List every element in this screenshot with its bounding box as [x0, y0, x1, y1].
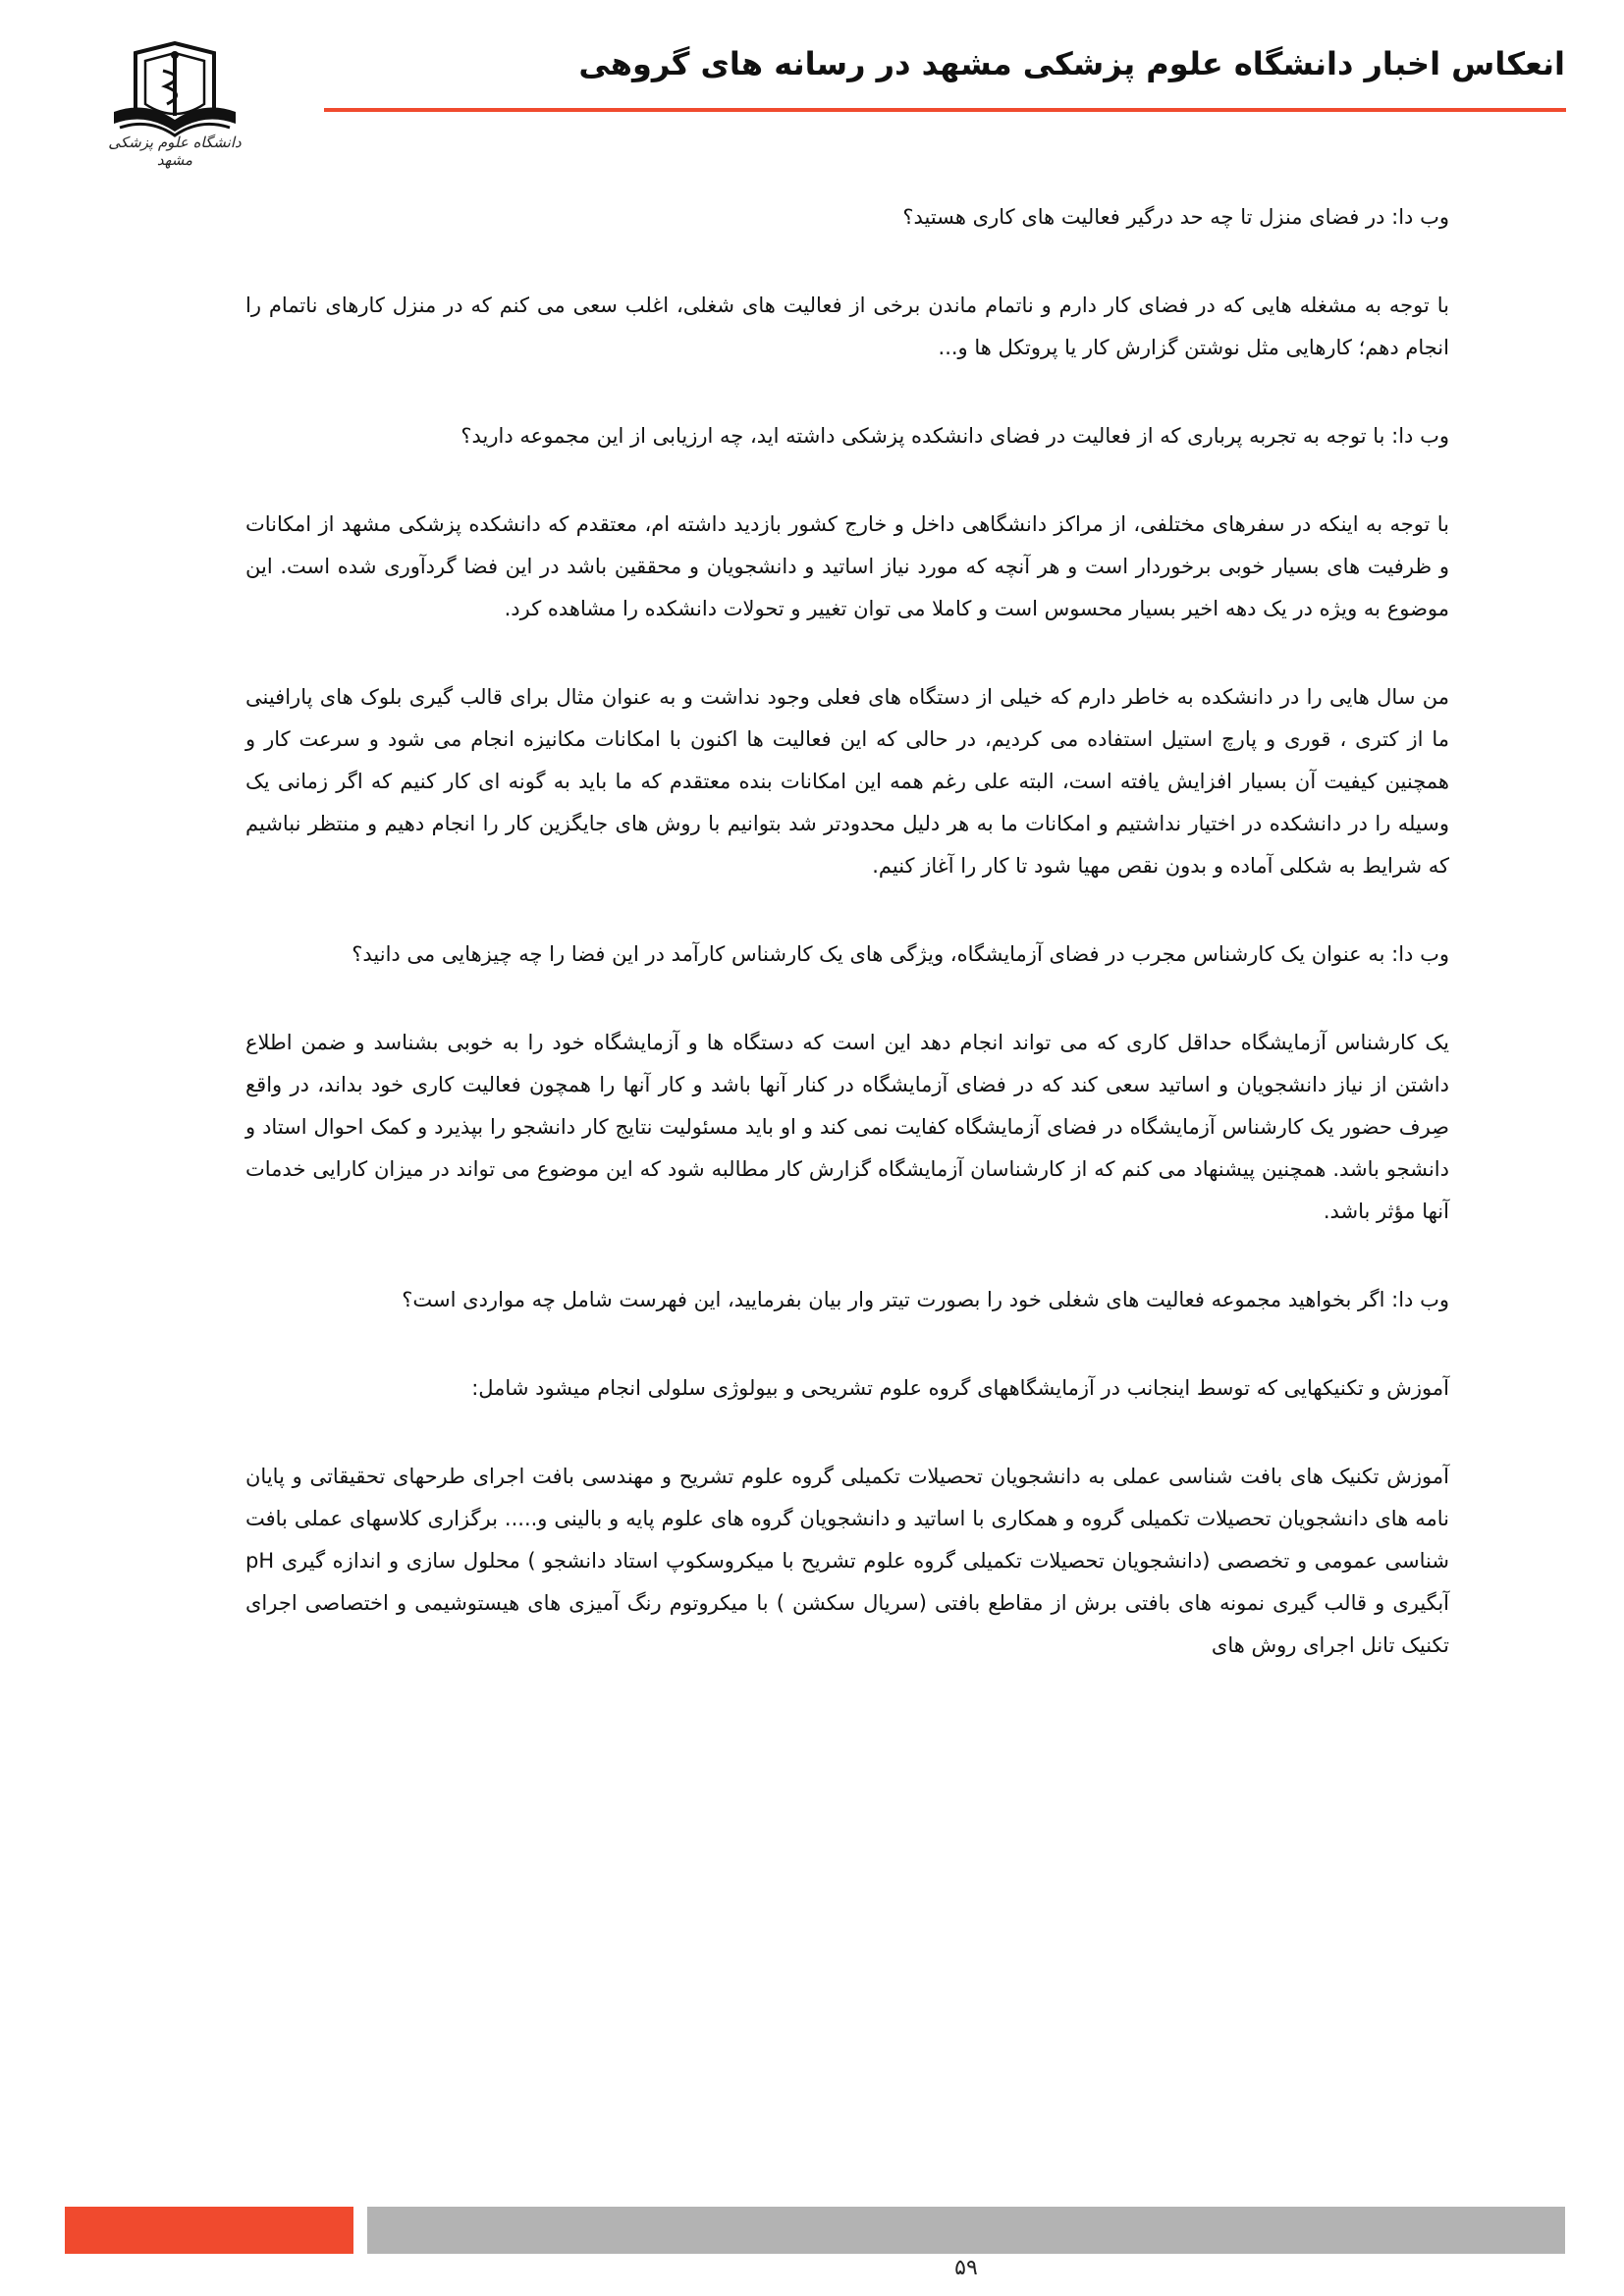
article-body	[245, 196, 1449, 1713]
interview-question: وب دا: اگر بخواهید مجموعه فعالیت های شغلی خود را بصورت تیتر وار بیان بفرمایید، این فهرست شامل چه مواردی است؟	[402, 1288, 1449, 1311]
page-number: ۵۹	[954, 2256, 978, 2280]
interview-answer: من سال هایی را در دانشکده به خاطر دارم که خیلی از دستگاه های فعلی وجود نداشت و به عنوان مثال برای قالب گیری بلوک های پارافینی ما از کتری ، قوری و پارچ استیل استفاده می کردیم، در حالی که این فعالیت ها اکنون با امکانات مکانیزه انجام می شود و سرعت کار و همچنین کیفیت آن بسیار افزایش یافته است، البته علی رغم همه این امکانات بنده معتقدم که ما باید به گونه ای کار کنیم که اگر زمانی یک وسیله را در دانشکده در اختیار نداشتیم و امکانات ما به هر دلیل محدودتر شد بتوانیم با روش های جایگزین کار را انجام دهیم و منتظر نباشیم که شرایط به شکلی آماده و بدون نقص مهیا شود تا کار را آغاز کنیم.	[245, 685, 1449, 878]
logo-caption: دانشگاه علوم پزشکی مشهد	[108, 133, 242, 169]
page-header-title: انعکاس اخبار دانشگاه علوم پزشکی مشهد در رسانه های گروهی	[578, 45, 1565, 82]
interview-question: وب دا: با توجه به تجربه پرباری که از فعالیت در فضای دانشکده پزشکی داشته اید، چه ارزیابی از این مجموعه دارید؟	[460, 424, 1449, 448]
footer-accent-bar	[65, 2207, 353, 2254]
header-divider	[324, 108, 1566, 112]
interview-question: وب دا: به عنوان یک کارشناس مجرب در فضای آزمایشگاه، ویژگی های یک کارشناس کارآمد در این فضا را چه چیزهایی می دانید؟	[352, 942, 1449, 966]
interview-answer: با توجه به مشغله هایی که در فضای کار دارم و ناتمام ماندن برخی از فعالیت های شغلی، اغلب سعی می کنم که در منزل کارهای ناتمام را انجام دهم؛ کارهایی مثل نوشتن گزارش کار یا پروتکل ها و...	[245, 294, 1449, 359]
interview-answer: با توجه به اینکه در سفرهای مختلفی، از مراکز دانشگاهی داخل و خارج کشور بازدید داشته ام، معتقدم که دانشکده پزشکی مشهد از امکانات و ظرفیت های بسیار خوبی برخوردار است و هر آنچه که مورد نیاز اساتید و دانشجویان و محققین باشد در این فضا گردآوری شده است. این موضوع به ویژه در یک دهه اخیر بسیار محسوس است و کاملا می توان تغییر و تحولات دانشکده را مشاهده کرد.	[245, 512, 1449, 620]
interview-answer: یک کارشناس آزمایشگاه حداقل کاری که می تواند انجام دهد این است که دستگاه ها و آزمایشگاه خود را به خوبی بشناسد و ضمن اطلاع داشتن از نیاز دانشجویان و اساتید سعی کند که در فضای آزمایشگاه در کنار آنها باشد و کار آنها را همچون فعالیت کاری خود بداند، در واقع صِرف حضور یک کارشناس آزمایشگاه در فضای آزمایشگاه کفایت نمی کند و او باید مسئولیت نتایج کار دانشجو را بپذیرد و کمک احوال استاد و دانشجو باشد. همچنین پیشنهاد می کنم که از کارشناسان آزمایشگاه گزارش کار مطالبه شود که این موضوع می تواند در میزان کارایی خدمات آنها مؤثر باشد.	[245, 1031, 1449, 1223]
footer-gray-bar	[367, 2207, 1565, 2254]
interview-question: وب دا: در فضای منزل تا چه حد درگیر فعالیت های کاری هستید؟	[902, 205, 1449, 229]
interview-answer: آموزش تکنیک های بافت شناسی عملی به دانشجویان تحصیلات تکمیلی گروه علوم تشریح و مهندسی بافت اجرای طرحهای تحقیقاتی و پایان نامه های دانشجویان تحصیلات تکمیلی گروه و همکاری با اساتید و دانشجویان گروه های علوم پایه و بالینی و..... برگزاری کلاسهای عملی بافت شناسی عمومی و تخصصی (دانشجویان تحصیلات تکمیلی گروه علوم تشریح با میکروسکوپ استاد دانشجو ) محلول سازی و اندازه گیری pH آبگیری و قالب گیری نمونه های بافتی برش از مقاطع بافتی (سریال سکشن ) با میکروتوم رنگ آمیزی های هیستوشیمی و اختصاصی اجرای تکنیک تانل اجرای روش های	[245, 1465, 1449, 1657]
interview-answer: آموزش و تکنیکهایی که توسط اینجانب در آزمایشگاههای گروه علوم تشریحی و بیولوژی سلولی انجام میشود شامل:	[471, 1376, 1449, 1400]
